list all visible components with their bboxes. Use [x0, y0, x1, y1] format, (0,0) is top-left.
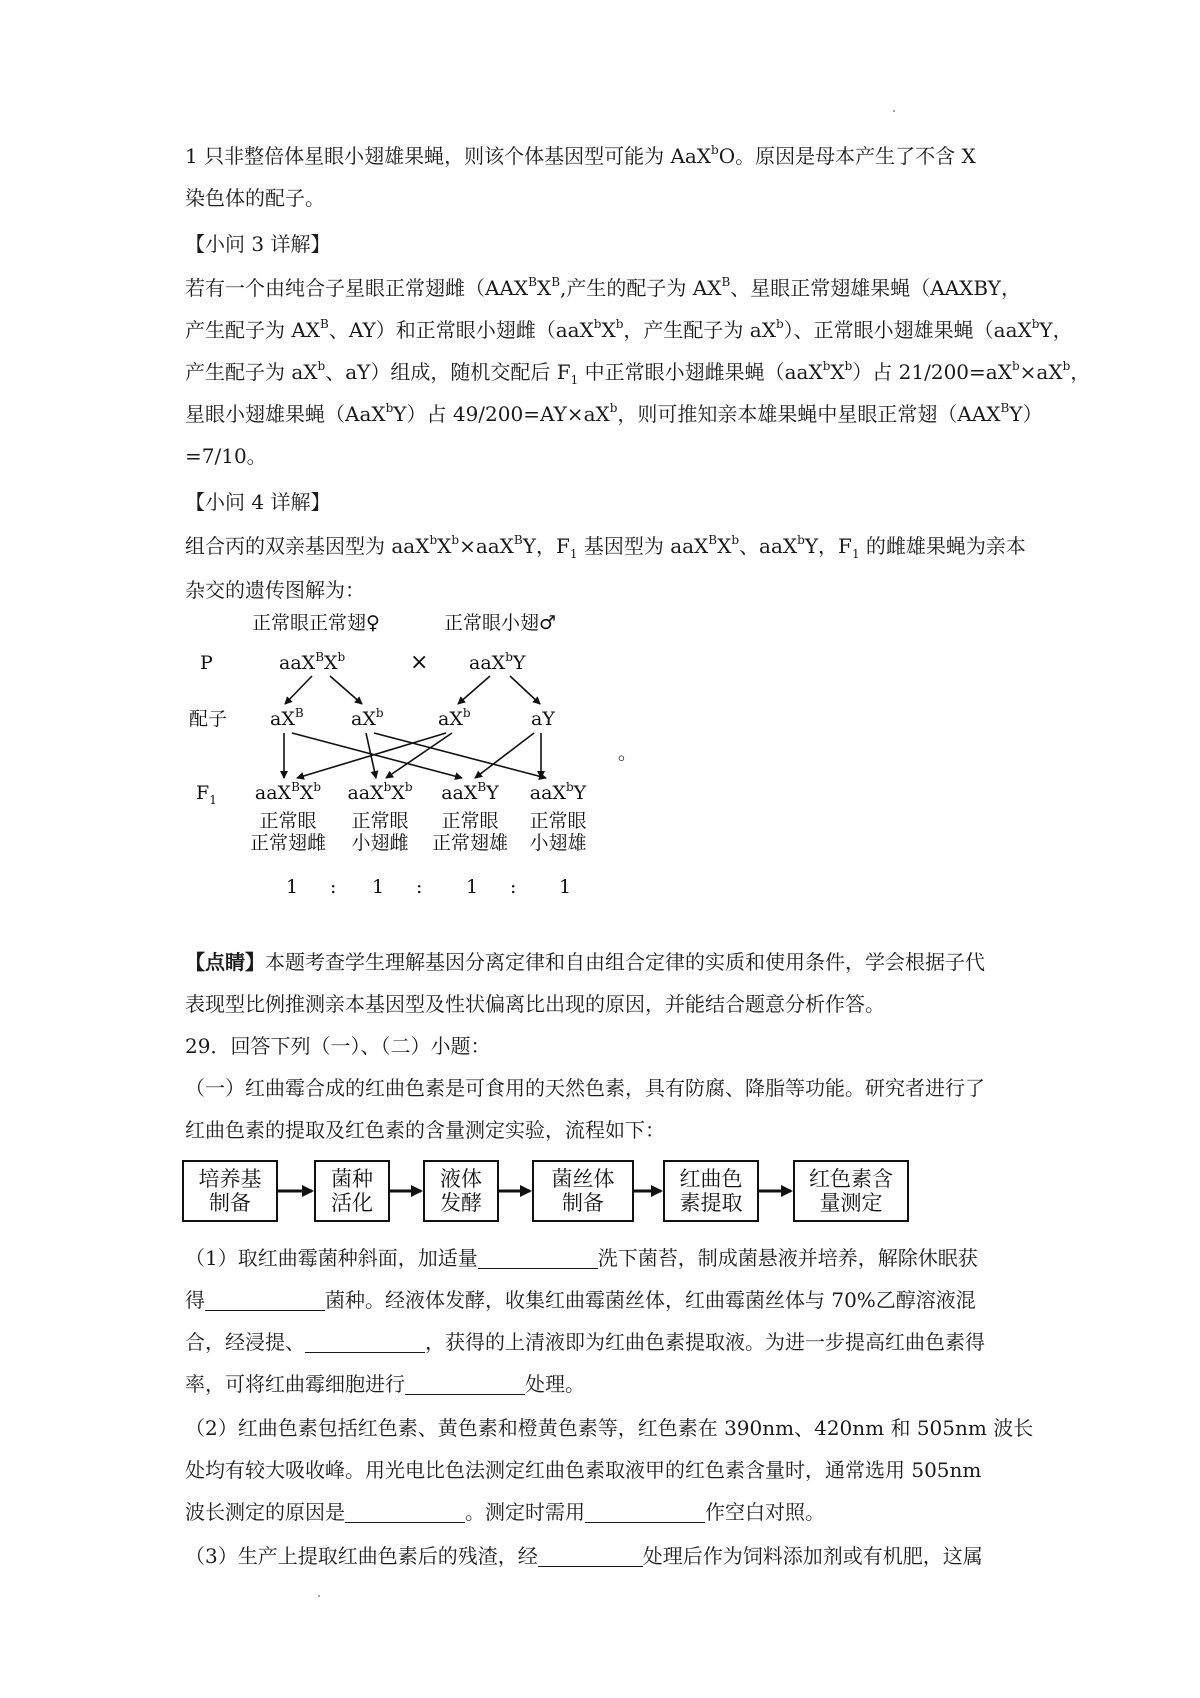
p-female-genotype: $aaX^BX^b$ [279, 649, 346, 674]
ratio-value: 1 [466, 876, 479, 898]
key-point-line: 【点睛】本题考查学生理解基因分离定律和自由组合定律的实质和使用条件，学会根据子代 [185, 950, 985, 974]
offspring-genotype: $aaX^bX^b$ [347, 779, 413, 804]
female-parent-label: 正常眼正常翅♀ [252, 612, 380, 634]
gamete: $aX^B$ [270, 705, 304, 730]
p-male-genotype: aaX$^b$Y [469, 649, 526, 674]
section-heading-q4: 【小问 4 详解】 [185, 490, 331, 514]
arrow [458, 676, 490, 704]
ratio-separator: : [330, 876, 337, 898]
arrow [475, 733, 534, 778]
text-line: 率，可将红曲霉细胞进行 处理。 [185, 1372, 585, 1396]
answer-blank[interactable] [305, 1332, 425, 1353]
arrow [374, 733, 546, 778]
answer-blank[interactable] [345, 1502, 465, 1523]
arrow [292, 733, 462, 778]
arrow [330, 676, 362, 704]
flow-step-extraction: 红曲色 素提取 [663, 1160, 759, 1222]
text-line: 星眼小翅雄果蝇（AaX$^b$Y）占 $49/200=AY\times aX^b$，则可推知亲本雄果蝇中星眼正常翅$(AAX^BY)$ [185, 401, 1043, 426]
text-line: 若有一个由纯合子星眼正常翅雌（$AAX^BX^B$,产生的配子为 $AX^B$、星眼正常翅雄果蝇（AAXBY， [185, 275, 1021, 300]
flow-step-fermentation: 液体 发酵 [423, 1160, 499, 1222]
row-label-gametes: 配子 [189, 708, 228, 730]
gamete: $aX^b$ [351, 705, 384, 730]
text-line: （2）红曲色素包括红色素、黄色素和橙黄色素等，红色素在 390nm、420nm 和 505nm 波长 [185, 1416, 1034, 1440]
text-line: 红曲色素的提取及红色素的含量测定实验，流程如下： [185, 1118, 665, 1142]
offspring-phenotype: 正常眼 小翅雄 [529, 810, 587, 854]
offspring-phenotype: 正常眼 小翅雌 [351, 810, 409, 854]
flow-step-activation: 菌种 活化 [314, 1160, 390, 1222]
male-parent-label: 正常眼小翅♂ [444, 612, 557, 634]
ratio-separator: : [416, 876, 423, 898]
text-line: 产生配子为 $AX^B$、AY）和正常眼小翅雌（$aaX^bX^b$，产生配子为 $aX^b$）、正常眼小翅雄果蝇（aaX$^b$Y， [185, 317, 1073, 342]
text-line: （1）取红曲霉菌种斜面，加适量 洗下菌苔，制成菌悬液并培养，解除休眠获 [185, 1246, 978, 1270]
answer-blank[interactable] [478, 1248, 598, 1269]
text-line: 合，经浸提、 ，获得的上清液即为红曲色素提取液。为进一步提高红曲色素得 [185, 1330, 985, 1354]
flow-step-mycelium: 菌丝体 制备 [532, 1160, 634, 1222]
cross-symbol: × [410, 650, 429, 675]
ratio-value: 1 [559, 876, 572, 898]
text-line: 1 只非整倍体星眼小翅雄果蝇，则该个体基因型可能为 AaX$^b$O。原因是母本产生了不含 X [185, 143, 976, 168]
offspring-phenotype: 正常眼 正常翅雌 [249, 810, 326, 854]
answer-blank[interactable] [538, 1546, 643, 1567]
text-line: 处均有较大吸收峰。用光电比色法测定红曲色素取液甲的红色素含量时，通常选用 505nm [185, 1458, 982, 1482]
text-line: 染色体的配子。 [185, 186, 325, 210]
ratio-value: 1 [372, 876, 385, 898]
scan-dot [318, 1595, 320, 1597]
row-label-f1: $F_1$ [196, 782, 217, 807]
answer-blank[interactable] [405, 1374, 525, 1395]
text-line: 杂交的遗传图解为： [185, 578, 365, 602]
key-point-label: 【点睛】 [185, 950, 265, 974]
scan-dot [893, 110, 895, 112]
answer-blank[interactable] [205, 1290, 325, 1311]
section-heading-q3: 【小问 3 详解】 [185, 232, 331, 256]
text-line: （一）红曲霉合成的红曲色素是可食用的天然色素，具有防腐、降脂等功能。研究者进行了 [185, 1076, 985, 1100]
text-line: 波长测定的原因是 。测定时需用 作空白对照。 [185, 1500, 825, 1524]
gamete: $aX^b$ [438, 705, 471, 730]
arrow [297, 733, 446, 778]
flow-step-medium-prep: 培养基 制备 [182, 1160, 278, 1222]
diagram-end-mark: 。 [618, 742, 638, 764]
text-line: 得 菌种。经液体发酵，收集红曲霉菌丝体，红曲霉菌丝体与 70%乙醇溶液混 [185, 1288, 976, 1312]
question-29-title: 29．回答下列（一）、（二）小题： [185, 1034, 491, 1058]
text-line: 表现型比例推测亲本基因型及性状偏离比出现的原因，并能结合题意分析作答。 [185, 992, 885, 1016]
ratio-separator: : [510, 876, 517, 898]
arrow [386, 733, 452, 778]
arrow [510, 676, 540, 704]
row-label-p: P [200, 652, 213, 674]
flow-step-measurement: 红色素含 量测定 [793, 1160, 909, 1222]
offspring-phenotype: 正常眼 正常翅雄 [431, 810, 508, 854]
text-line: 产生配子为 $aX^b$、aY）组成，随机交配后 $F_1$ 中正常眼小翅雌果蝇$(aaX^bX^b)$占 $21/200=aX^b\times aX^b$， [185, 359, 1091, 387]
offspring-genotype: $aaX^BX^b$ [254, 779, 322, 804]
text-line: =7/10。 [185, 444, 267, 468]
answer-blank[interactable] [585, 1502, 705, 1523]
arrow [366, 733, 376, 778]
text-line: （3）生产上提取红曲色素后的残渣，经 处理后作为饲料添加剂或有机肥，这属 [185, 1544, 983, 1568]
gamete: aY [531, 708, 555, 730]
offspring-genotype: aaX$^B$Y [441, 779, 499, 804]
ratio-value: 1 [286, 876, 299, 898]
offspring-genotype: aaX$^b$Y [529, 779, 587, 804]
arrow [285, 676, 312, 704]
text-line: 组合丙的双亲基因型为 $aaX^bX^b\times aaX^BY$，$F_1$ 基因型为 $aaX^BX^b$、aaX$^b$Y，$F_1$ 的雌雄果蝇为亲本 [185, 533, 1026, 561]
